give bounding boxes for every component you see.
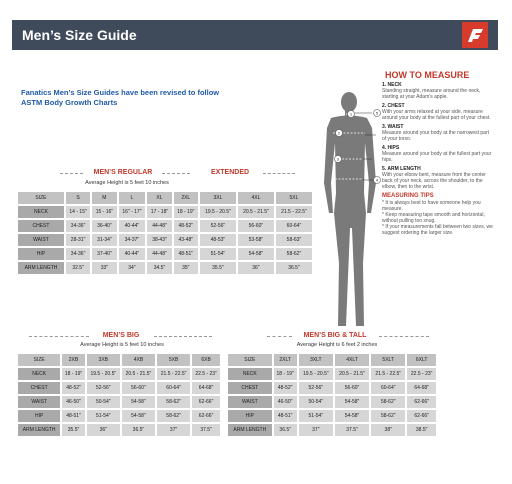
bigtall-title: MEN’S BIG & TALL — [303, 332, 367, 339]
size-column-header: 3XL — [200, 192, 236, 204]
table-cell: 19.5 - 20.5" — [200, 206, 236, 218]
step-hips: 4. HIPS Measure around your body at the fullest part your hips. — [382, 145, 492, 163]
size-column-header: 2XB — [62, 354, 84, 366]
size-column-header: L — [119, 192, 146, 204]
table-row — [18, 248, 312, 260]
table-cell: 54-58" — [335, 396, 369, 408]
table-cell: 19.5 - 20.5" — [87, 368, 120, 380]
table-cell: 40-44" — [119, 248, 146, 260]
table-cell: 46-50" — [274, 396, 297, 408]
regular-subtitle: Average Height is 5 feet 10 inches — [85, 180, 169, 186]
section-rule — [60, 173, 83, 174]
table-cell: 48-51" — [62, 410, 84, 422]
step-arm-length: 5. ARM LENGTH With your elbow bent, measure from the center back of your neck, across the shoulder, to the elbow, then to the wrist. — [382, 166, 486, 190]
table-cell: 56-60" — [122, 382, 155, 394]
table-cell: 18 - 19" — [274, 368, 297, 380]
table-cell: 43-48" — [174, 234, 198, 246]
tip-item: * Keep measuring tape smooth and horizontal, without pulling too snug. — [382, 212, 485, 224]
marker-waist: 3 — [336, 156, 340, 162]
table-cell: 34-37" — [119, 234, 146, 246]
table-row — [228, 410, 436, 422]
size-column-header: 6XLT — [407, 354, 436, 366]
regular-title: MEN’S REGULAR — [93, 169, 153, 176]
size-header-cell: SIZE — [18, 354, 60, 366]
table-cell: 32.5" — [66, 262, 90, 274]
row-label: ARM LENGTH — [228, 424, 272, 436]
table-cell: 21.5 - 22.5" — [371, 368, 405, 380]
table-row — [228, 424, 436, 436]
marker-neck: 1 — [349, 111, 353, 117]
table-cell: 14 - 15" — [66, 206, 90, 218]
table-cell: 50-54" — [87, 396, 120, 408]
table-cell: 60-64" — [276, 220, 312, 232]
size-column-header: S — [66, 192, 90, 204]
section-rule — [379, 336, 429, 337]
marker-hips: 4 — [375, 177, 379, 183]
table-cell: 46-50" — [62, 396, 84, 408]
table-cell: 33" — [92, 262, 116, 274]
fanatics-logo-icon — [462, 22, 488, 48]
table-cell: 62-66" — [407, 410, 436, 422]
header-bar — [12, 20, 498, 50]
section-rule — [29, 336, 89, 337]
table-cell: 21.5 - 22.5" — [276, 206, 312, 218]
row-label: HIP — [18, 410, 60, 422]
size-column-header: 2XL — [174, 192, 198, 204]
table-cell: 62-66" — [192, 396, 220, 408]
table-cell: 54-58" — [122, 410, 155, 422]
row-label: WAIST — [18, 234, 64, 246]
size-column-header: M — [92, 192, 116, 204]
table-cell: 58-62" — [157, 410, 190, 422]
table-cell: 54-58" — [122, 396, 155, 408]
table-row — [18, 382, 220, 394]
table-cell: 48-52" — [62, 382, 84, 394]
row-label: NECK — [228, 368, 272, 380]
table-cell: 50-54" — [299, 396, 333, 408]
table-cell: 54-58" — [238, 248, 274, 260]
section-rule — [154, 336, 212, 337]
table-cell: 40-44" — [119, 220, 146, 232]
table-row — [228, 396, 436, 408]
table-cell: 36.5" — [276, 262, 312, 274]
row-label: CHEST — [228, 382, 272, 394]
table-cell: 16" - 17" — [119, 206, 146, 218]
table-cell: 34-36" — [66, 220, 90, 232]
bigtall-subtitle: Average Height is 6 feet 2 inches — [296, 342, 378, 348]
table-cell: 20.5 - 21.5" — [122, 368, 155, 380]
row-label: NECK — [18, 206, 64, 218]
table-row — [18, 396, 220, 408]
size-column-header: 4XL — [238, 192, 274, 204]
section-rule — [267, 336, 292, 337]
big-subtitle: Average Height is 5 feet 10 inches — [80, 342, 164, 348]
table-cell: 58-62" — [276, 248, 312, 260]
table-cell: 15 - 16" — [92, 206, 116, 218]
table-cell: 22.5 - 23" — [407, 368, 436, 380]
table-cell: 36" — [238, 262, 274, 274]
table-cell: 62-66" — [407, 396, 436, 408]
table-cell: 36" — [87, 424, 120, 436]
table-cell: 22.5 - 23" — [192, 368, 220, 380]
table-cell: 52-56" — [200, 220, 236, 232]
row-label: CHEST — [18, 382, 60, 394]
table-cell: 58-62" — [157, 396, 190, 408]
table-header-row — [228, 354, 436, 366]
table-cell: 37.5" — [335, 424, 369, 436]
table-cell: 28-31" — [66, 234, 90, 246]
how-to-measure-title: HOW TO MEASURE — [385, 70, 470, 80]
size-column-header: 5XL — [276, 192, 312, 204]
step-waist: 3. WAIST Measure around your body at the narrowest part of your torso. — [382, 124, 490, 142]
marker-chest: 2 — [337, 130, 341, 136]
table-cell: 51-54" — [200, 248, 236, 260]
table-cell: 38-43" — [147, 234, 171, 246]
table-row — [228, 382, 436, 394]
table-row — [18, 262, 312, 274]
row-label: HIP — [18, 248, 64, 260]
big-title: MEN’S BIG — [102, 332, 140, 339]
table-cell: 35" — [174, 262, 198, 274]
table-cell: 21.5 - 22.5" — [157, 368, 190, 380]
row-label: ARM LENGTH — [18, 424, 60, 436]
table-cell: 64-68" — [192, 382, 220, 394]
size-column-header: XL — [147, 192, 171, 204]
regular-size-table — [16, 190, 314, 276]
table-cell: 48-52" — [174, 220, 198, 232]
table-row — [228, 368, 436, 380]
table-cell: 56-60" — [238, 220, 274, 232]
marker-arm: 5 — [375, 110, 379, 116]
table-cell: 38.5" — [407, 424, 436, 436]
size-column-header: 2XLT — [274, 354, 297, 366]
table-cell: 56-60" — [335, 382, 369, 394]
table-cell: 37-40" — [92, 248, 116, 260]
table-row — [18, 424, 220, 436]
row-label: WAIST — [18, 396, 60, 408]
table-cell: 17 - 18" — [147, 206, 171, 218]
table-row — [18, 206, 312, 218]
tip-item: * If your measurements fall between two sizes, we suggest ordering the larger size. — [382, 224, 493, 236]
table-cell: 53-58" — [238, 234, 274, 246]
table-cell: 37" — [157, 424, 190, 436]
table-cell: 37.5" — [192, 424, 220, 436]
table-cell: 18 - 19" — [62, 368, 84, 380]
tip-item: * It is always best to have someone help you measure. — [382, 200, 481, 212]
table-cell: 48-51" — [174, 248, 198, 260]
table-cell: 36-40" — [92, 220, 116, 232]
table-cell: 18 - 19" — [174, 206, 198, 218]
size-column-header: 3XB — [87, 354, 120, 366]
step-neck: 1. NECK Standing straight, measure around the neck, starting at your Adam’s apple. — [382, 82, 481, 100]
table-cell: 20.5 - 21.5" — [238, 206, 274, 218]
table-cell: 20.5 - 21.5" — [335, 368, 369, 380]
size-column-header: 4XLT — [335, 354, 369, 366]
extended-title: EXTENDED — [210, 169, 250, 176]
intro-text: Fanatics Men’s Size Guides have been revised to follow ASTM Body Growth Charts — [21, 88, 220, 107]
table-cell: 19.5 - 20.5" — [299, 368, 333, 380]
size-header-cell: SIZE — [18, 192, 64, 204]
bigtall-size-table — [226, 352, 438, 438]
table-cell: 31-34" — [92, 234, 116, 246]
measuring-tips-title: MEASURING TIPS — [382, 193, 434, 199]
table-cell: 36.5" — [274, 424, 297, 436]
size-guide-page — [12, 20, 498, 466]
table-cell: 48-53" — [200, 234, 236, 246]
table-row — [18, 410, 220, 422]
row-label: WAIST — [228, 396, 272, 408]
table-cell: 58-62" — [371, 396, 405, 408]
size-column-header: 4XB — [122, 354, 155, 366]
table-cell: 34-36" — [66, 248, 90, 260]
table-row — [18, 368, 220, 380]
table-cell: 44-48" — [147, 248, 171, 260]
body-figure — [314, 88, 384, 338]
row-label: HIP — [228, 410, 272, 422]
table-row — [18, 234, 312, 246]
row-label: ARM LENGTH — [18, 262, 64, 274]
table-cell: 52-56" — [87, 382, 120, 394]
section-rule — [162, 173, 190, 174]
table-cell: 34" — [119, 262, 146, 274]
size-column-header: 3XLT — [299, 354, 333, 366]
step-chest: 2. CHEST With your arms relaxed at your side, measure around your body at the fullest part of your chest. — [382, 103, 491, 121]
measure-steps — [382, 82, 494, 236]
size-header-cell: SIZE — [228, 354, 272, 366]
table-cell: 48-51" — [274, 410, 297, 422]
table-cell: 58-62" — [371, 410, 405, 422]
table-cell: 62-66" — [192, 410, 220, 422]
size-column-header: 5XB — [157, 354, 190, 366]
row-label: NECK — [18, 368, 60, 380]
table-cell: 37" — [299, 424, 333, 436]
size-column-header: 6XB — [192, 354, 220, 366]
table-cell: 35.5" — [200, 262, 236, 274]
table-cell: 60-64" — [371, 382, 405, 394]
table-cell: 52-56" — [299, 382, 333, 394]
table-cell: 36.5" — [122, 424, 155, 436]
section-rule — [263, 173, 295, 174]
big-size-table — [16, 352, 222, 438]
table-cell: 51-54" — [299, 410, 333, 422]
table-row — [18, 220, 312, 232]
table-cell: 48-52" — [274, 382, 297, 394]
row-label: CHEST — [18, 220, 64, 232]
size-column-header: 5XLT — [371, 354, 405, 366]
table-cell: 34.5" — [147, 262, 171, 274]
table-cell: 54-58" — [335, 410, 369, 422]
table-cell: 35.5" — [62, 424, 84, 436]
table-header-row — [18, 354, 220, 366]
table-cell: 58-63" — [276, 234, 312, 246]
table-cell: 44-48" — [147, 220, 171, 232]
table-cell: 60-64" — [157, 382, 190, 394]
table-header-row — [18, 192, 312, 204]
table-cell: 51-54" — [87, 410, 120, 422]
table-cell: 64-68" — [407, 382, 436, 394]
table-cell: 38" — [371, 424, 405, 436]
page-title: Men’s Size Guide — [22, 27, 137, 43]
